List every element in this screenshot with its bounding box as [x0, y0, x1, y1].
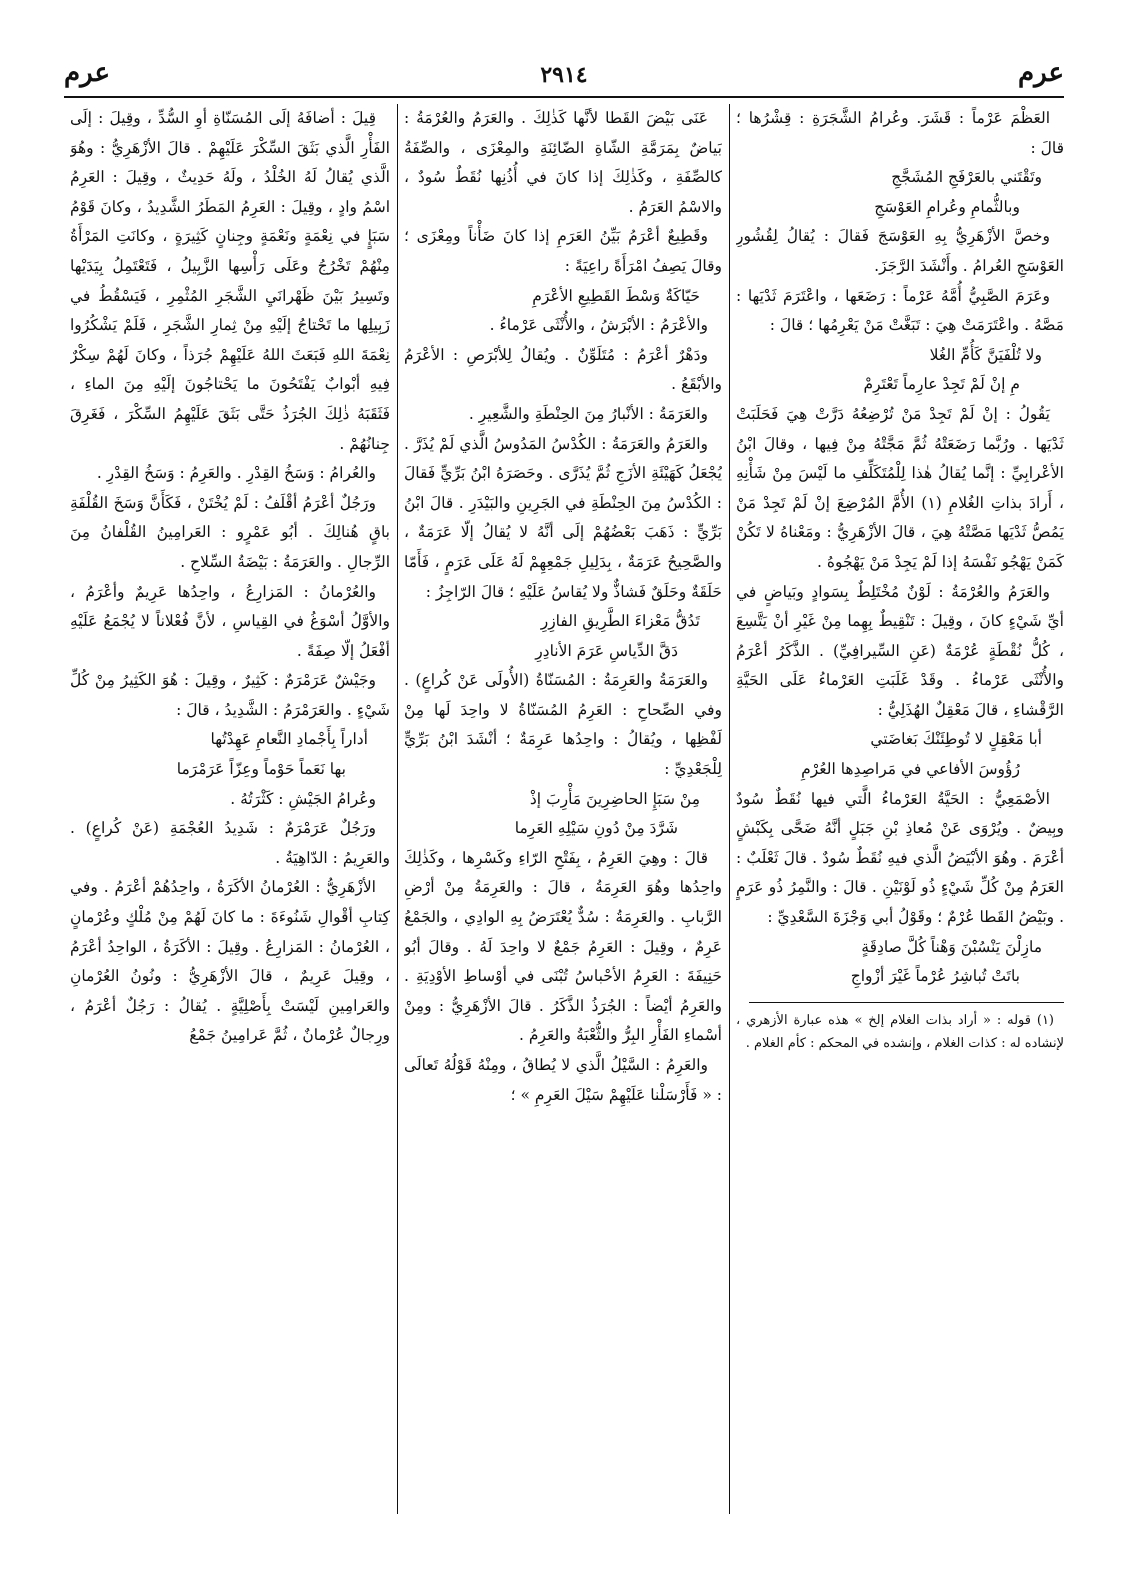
verse-line: باتَتْ تُباشِرُ عُرْماً غَيْرَ أزْواجِ: [850, 967, 1020, 986]
entry-paragraph: والعَرَمُ والعَرَمَةُ : الكُدْسُ المَدُوسُ الَّذي لَمْ يُذَرَّ . يُجْعَلُ كَهَيْئَةِ الأزَجِ ثُمَّ يُذَرَّى . وحَصَرَهُ ابْنُ بَرِّيٍّ فَقالَ : الكُدْسُ مِنَ الحِنْطَةِ في الجَرِينِ والبَيْدَرِ . قالَ ابْنُ بَرِّيٍّ : ذَهَبَ بَعْضُهُمْ إلَى أنَّهُ لا يُقالُ إلّا عَرَمَةٌ ، والصَّحِيحُ عَرَمَةٌ ، بِدَلِيلِ جَمْعِهِمْ لَهُ عَلَى عَرَمٍ ، فَأَمّا حَلَقَةٌ وحَلَقٌ فَشاذٌّ ولا يُقاسُ عَلَيْهِ ؛ قالَ الرّاجِزُ :: [404, 434, 722, 601]
column-divider: [729, 104, 730, 1514]
entry-paragraph: عَنَى بَيْضَ القَطا لأنَّها كَذٰلِكَ . والعَرَمُ والعُرْمَةُ : بَياضٌ بِمَرَمَّةِ الشّاةِ الضّائِنَةِ والمِعْزَى ، والصِّفَةُ كالصِّفَةِ ، وكَذٰلِكَ إذا كانَ في أُذُنِها نُقَطٌ سُودٌ ، والاسْمُ العَرَمُ .: [404, 109, 722, 216]
verse-line: تَدُقُّ مَعْزاءَ الطَّرِيقِ الفازِرِ: [540, 612, 700, 631]
verse-line: ولا تُلْفَيَنَّ كَأُمِّ الغُلا: [929, 345, 1042, 364]
entry-paragraph: والعُرْمانُ : المَزارِعُ ، واحِدُها عَرِيمٌ وأعْرَمُ ، والأوَّلُ أسْوَغُ في القِياسِ ، لأنَّ فُعْلاناً لا يُجْمَعُ عَلَيْهِ أفْعَلُ إلّا صِفَةً .: [70, 582, 390, 660]
verse-line: مِ إنْ لَمْ تَجِدْ عارِماً تَعْتَرِمْ: [863, 375, 1020, 394]
entry-paragraph: وجَيْشٌ عَرَمْرَمٌ : كَثِيرٌ ، وقِيلَ : هُوَ الكَثِيرُ مِنْ كُلِّ شَيْءٍ . والعَرَمْرَمُ : الشَّدِيدُ ، قالَ :: [70, 671, 390, 719]
entry-paragraph: وعُرامُ الجَيْشِ : كَثْرَتُهُ .: [230, 789, 376, 808]
column-middle: [404, 104, 722, 1534]
entry-paragraph: وعَرَمَ الصَّبِيُّ أُمَّهُ عَرْماً : رَضَعَها ، واعْتَرَمَ ثَدْيَها : مَصَّهُ . واعْتَرَمَتْ هِيَ : تَبَغَّتْ مَنْ يَعْرِمُها ؛ قالَ :: [736, 286, 1064, 335]
entry-paragraph: وقَطِيعٌ أعْرَمُ بَيِّنُ العَرَمِ إذا كانَ ضَأْناً ومِعْزَى ؛ وقالَ يَصِفُ امْرَأَةً راعِيَةً :: [404, 227, 722, 275]
entry-paragraph: وخصَّ الأزْهَرِيُّ بِهِ العَوْسَجَ فَقالَ : يُقالُ لِقُشُورِ العَوْسَجِ العُرامُ . وأَنْشَدَ الرَّجَزَ.: [736, 227, 1064, 275]
entry-paragraph: الأصْمَعِيُّ : الحَيَّةُ العَرْماءُ الَّتي فيها نُقَطٌ سُودٌ وبِيضٌ . ويُرْوَى عَنْ مُعاذِ بْنِ جَبَلٍ أنَّهُ ضَحَّى بِكَبْشٍ أعْرَمَ . وهُوَ الأبْيَضُ الَّذي فيهِ نُقَطٌ سُودٌ . قالَ ثَعْلَبٌ : العَرَمُ مِنْ كُلِّ شَيْءٍ ذُو لَوْنَيْنِ . قالَ : والنَّمِرُ ذُو عَرَمٍ . وبَيْضُ القَطا عُرْمٌ ؛ وقَوْلُ أبي وَجْزَةَ السَّعْدِيِّ :: [736, 789, 1064, 927]
column-divider: [397, 104, 398, 1514]
verse-line: دَقَّ الدِّياسِ عَرَمَ الأنادِرِ: [535, 641, 678, 660]
entry-paragraph: والعَرَمُ والعُرْمَةُ : لَوْنٌ مُخْتَلِطٌ بِسَوادٍ وبَياضٍ في أيِّ شَيْءٍ كانَ ، وقِيلَ : تَنْقِيطٌ بِهِما مِنْ غَيْرِ أنْ يَتَّسِعَ ، كُلُّ نُقْطَةٍ عُرْمَةٌ (عَنِ السِّيرافِيِّ) . الذَّكَرُ أعْرَمُ والأُنْثَى عَرْماءُ . وقَدْ غَلَبَتِ العَرْماءُ عَلَى الحَيَّةِ الرَّقْشاءِ ، قالَ مَعْقِلٌ الهُذَلِيُّ :: [736, 582, 1064, 719]
entry-paragraph: العَظْمَ عَرْماً : قَشَرَ. وعُرامُ الشَّجَرَةِ : قِشْرُها ؛ قالَ :: [736, 109, 1064, 157]
entry-paragraph: ورَجُلٌ عَرَمْرَمٌ : شَدِيدُ العُجْمَةِ (عَنْ كُراعٍ) . والعَرِيمُ : الدّاهِيَةُ .: [70, 819, 390, 867]
header-entry-right: عرم: [1018, 58, 1064, 88]
header-rule: [64, 96, 1064, 98]
footnote-rule: [749, 1002, 1064, 1003]
entry-paragraph: قالَ : وهِيَ العَرِمُ ، بِفَتْحِ الرّاءِ وكَسْرِها ، وكَذٰلِكَ واحِدُها وهُوَ العَرِمَةُ ، قالَ : والعَرِمَةُ مِنْ أرْضِ الرَّبابِ . والعَرِمَةُ : سُدٌّ يُعْتَرَضُ بِهِ الوادِي ، والجَمْعُ عَرِمٌ ، وقِيلَ : العَرِمُ جَمْعٌ لا واحِدَ لَهُ . وقالَ أبُو حَنِيفَةَ : العَرِمُ الأحْباسُ تُبْنَى في أوْساطِ الأوْدِيَةِ . والعَرِمُ أيْضاً : الجُرَذُ الذَّكَرُ . قالَ الأزْهَرِيُّ : ومِنْ أسْماءِ الفَأْرِ البِرُّ والثُّعْبَةُ والعَرِمُ .: [404, 848, 722, 1045]
footnote: (١) قوله : « أراد بذات الغلام إلخ » هذه عبارة الأزهري ، لإنشاده له : كذات الغلام ، وإنشده في المحكم : كأم الغلام .: [736, 1012, 1064, 1051]
verse-line: مِنْ سَبَإِ الحاضِرِينَ مَأْرِبَ إذْ: [529, 789, 700, 808]
header-entry-left: عرم: [64, 58, 110, 88]
page-header: [64, 58, 1064, 94]
verse-line: وبالثُّمامِ وعُرامِ العَوْسَجِ: [874, 197, 1020, 216]
page-number: ٢٩١٤: [540, 62, 588, 88]
verse-line: مازِلْنَ يَنْسُبْنَ وَهْناً كُلَّ صادِقَةٍ: [861, 937, 1042, 956]
verse-line: شَرَّدَ مِنْ دُونِ سَيْلِهِ العَرِما: [514, 819, 678, 838]
entry-paragraph: ورَجُلٌ أعْرَمُ أقْلَفُ : لَمْ يُخْتَنْ ، فَكَأَنَّ وَسَخَ القُلْفَةِ باقٍ هُنالِكَ . أبُو عَمْرٍو : العَرامِينُ القُلْفانُ مِنَ الرِّجالِ . والعَرَمَةُ : بَيْضَةُ السِّلاحِ .: [70, 493, 390, 571]
entry-paragraph: ودَهْرٌ أعْرَمُ : مُتَلَوِّنٌ . ويُقالُ لِلأبْرَصِ : الأعْرَمُ والأبْقَعُ .: [404, 345, 722, 394]
column-left: [70, 104, 390, 1534]
verse-line: أداراً بِأَجْمادِ النَّعامِ عَهِدْتُها: [210, 730, 368, 749]
entry-paragraph: يَقُولُ : إنْ لَمْ تَجِدْ مَنْ تُرْضِعُهُ دَرَّتْ هِيَ فَحَلَبَتْ ثَدْيَها . ورُبَّما رَضَعَتْهُ ثُمَّ مَجَّتْهُ مِنْ فِيها ، وقالَ ابْنُ الأعْرابِيِّ : إنَّما يُقالُ هٰذا لِلْمُتَكَلِّفِ ما لَيْسَ مِنْ شَأْنِهِ ، أَرادَ بذاتِ الغُلامِ (١) الأُمَّ المُرْضِعَ إنْ لَمْ تَجِدْ مَنْ يَمُصُّ ثَدْيَها مَصَّتْهُ هِيَ ، قالَ الأزْهَرِيُّ : ومَعْناهُ لا تَكُنْ كَمَنْ يَهْجُو نَفْسَهُ إذا لَمْ يَجِدْ مَنْ يَهْجُوهُ .: [736, 404, 1064, 571]
verse-line: وتَقْتَني بالعَرْفَجِ المُشَجَّجِ: [891, 168, 1042, 187]
entry-paragraph: والعُرامُ : وَسَخُ القِدْرِ . والعَرِمُ : وَسَخُ القِدْرِ .: [96, 464, 376, 483]
verse-line: رُؤُوسَ الأفاعي في مَراصِدِها العُرْمِ: [801, 760, 1020, 779]
entry-paragraph: الأزْهَرِيُّ : العُرْمانُ الأكَرَةُ ، واحِدُهُمْ أعْرَمُ . وفي كِتابِ أقْوالِ شَنُوءَةَ : ما كانَ لَهُمْ مِنْ مُلْكٍ وعُرْمانٍ ، العُرْمانُ : المَزارِعُ . وقِيلَ : الأكَرَةُ ، الواحِدُ أعْرَمُ ، وقِيلَ عَرِيمٌ ، قالَ الأزْهَرِيُّ : ونُونُ العُرْمانِ والعَرامِينِ لَيْسَتْ بِأَصْلِيَّةٍ . يُقالُ : رَجُلٌ أعْرَمُ ، ورِجالٌ عُرْمانٌ ، ثُمَّ عَرامِينُ جَمْعُ: [70, 878, 390, 1045]
entry-paragraph: قِيلَ : أضافَهُ إلَى المُسَنّاةِ أوِ السُّدِّ ، وقِيلَ : إلَى الفَأْرِ الَّذي بَثَقَ السِّكْرَ عَلَيْهِمْ . قالَ الأزْهَرِيُّ : وهُوَ الَّذي يُقالُ لَهُ الخُلْدُ ، ولَهُ حَدِيثٌ ، وقِيلَ : العَرِمُ اسْمُ وادٍ ، وقِيلَ : العَرِمُ المَطَرُ الشَّدِيدُ ، وكانَ قَوْمُ سَبَإٍ في نِعْمَةٍ ونَعْمَةٍ وجِنانٍ كَثِيرَةٍ ، وكانَتِ المَرْأَةُ مِنْهُمْ تَخْرُجُ وعَلَى رَأْسِها الزَّبِيلُ ، فَتَعْتَمِلُ بِيَدَيْها وتَسِيرُ بَيْنَ ظَهْرانَيِ الشَّجَرِ المُثْمِرِ ، فَيَسْقُطُ في زَبِيلِها ما تَحْتاجُ إلَيْهِ مِنْ ثِمارِ الشَّجَرِ ، فَلَمْ يَشْكُرُوا نِعْمَةَ اللهِ فَبَعَثَ اللهُ عَلَيْهِمْ جُرَذاً ، وكانَ لَهُمْ سِكْرٌ فِيهِ أبْوابٌ يَفْتَحُونَ ما يَحْتاجُونَ إلَيْهِ مِنَ الماءِ ، فَثَقَبَهُ ذٰلِكَ الجُرَذُ حَتَّى بَثَقَ عَلَيْهِمُ السِّكْرَ ، فَغَرِقَ جِنانُهُمْ .: [70, 109, 390, 453]
column-right: [736, 104, 1064, 1554]
entry-paragraph: والعَرِمُ : السَّيْلُ الَّذي لا يُطاقُ ، ومِنْهُ قَوْلُهُ تَعالَى : « فَأَرْسَلْنا عَلَيْهِمْ سَيْلَ العَرِمِ » ؛: [404, 1056, 722, 1104]
verse-line: بها نَعَماً حَوْماً وعِزّاً عَرَمْرَما: [176, 760, 346, 779]
verse-line: حَيّاكَةٌ وَسْطَ القَطِيعِ الأعْرَمِ: [532, 286, 700, 305]
entry-paragraph: والعَرَمَةُ : الأنْبارُ مِنَ الحِنْطَةِ والشَّعِيرِ .: [468, 404, 708, 423]
entry-paragraph: والعَرَمَةُ والعَرِمَةُ : المُسَنّاةُ (الأُولَى عَنْ كُراعٍ) . وفي الصِّحاحِ : العَرِمُ المُسَنّاةُ لا واحِدَ لَها مِنْ لَفْظِها ، ويُقالُ : واحِدُها عَرِمَةٌ ؛ أنْشَدَ ابْنُ بَرِّيٍّ لِلْجَعْدِيِّ :: [404, 671, 722, 779]
verse-line: أبا مَعْقِلٍ لا تُوطِئَنْكَ بَغاضَتي: [870, 730, 1042, 749]
entry-paragraph: والأعْرَمُ : الأبْرَشُ ، والأُنْثَى عَرْماءُ .: [489, 316, 708, 335]
